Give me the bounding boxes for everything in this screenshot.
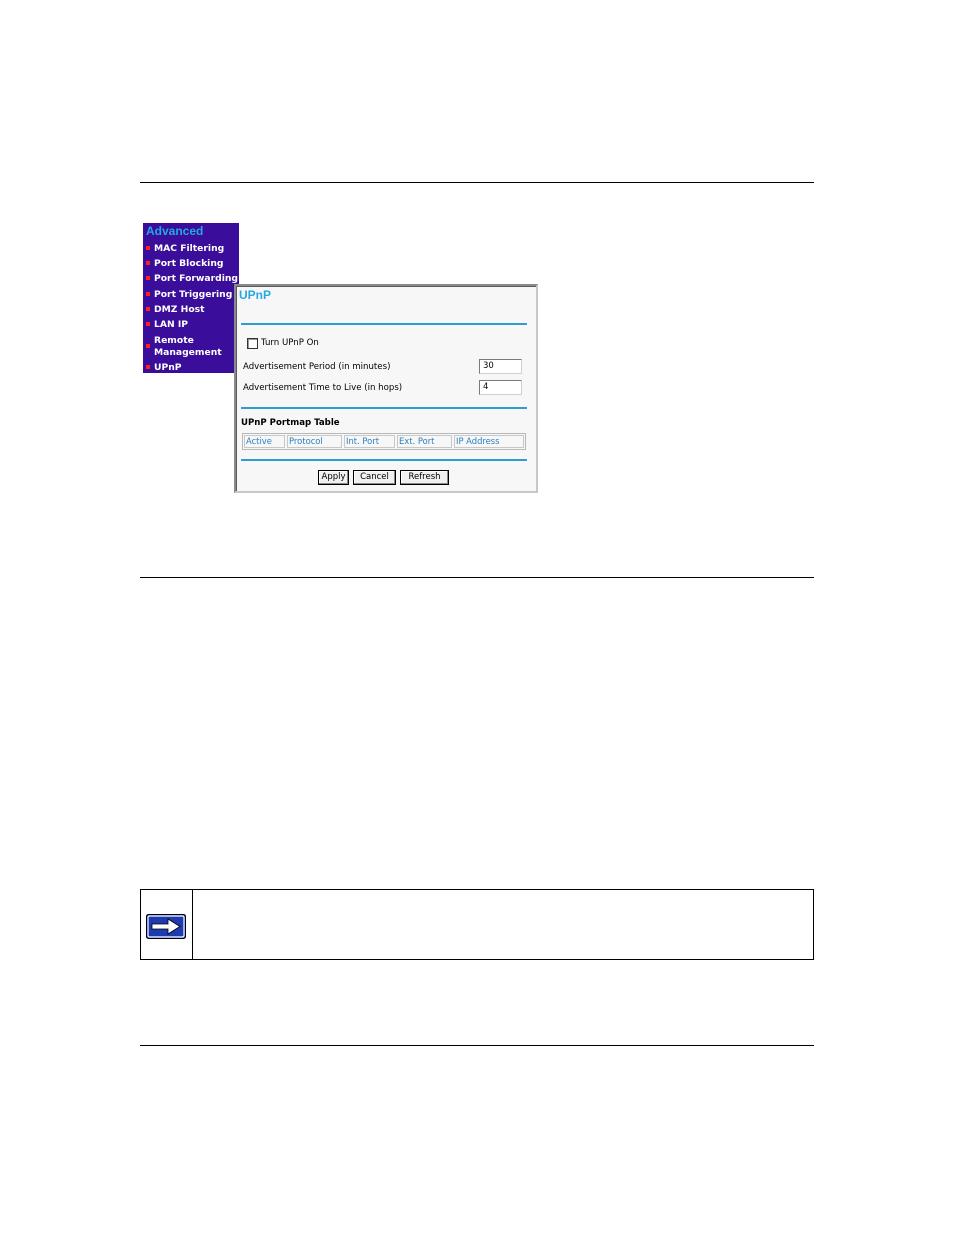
turn-upnp-on-checkbox[interactable] xyxy=(247,338,258,349)
section-divider xyxy=(241,407,527,409)
section-divider xyxy=(241,323,527,325)
refresh-button[interactable]: Refresh xyxy=(400,470,449,485)
sidebar-title: Advanced xyxy=(146,224,204,238)
column-header-protocol: Protocol xyxy=(287,435,342,448)
column-header-int-port: Int. Port xyxy=(344,435,395,448)
right-arrow-icon xyxy=(146,914,186,939)
bullet-icon xyxy=(146,365,150,369)
advanced-sidebar xyxy=(143,223,239,373)
bullet-icon xyxy=(146,344,150,348)
advertisement-period-label: Advertisement Period (in minutes) xyxy=(243,362,391,372)
middle-divider xyxy=(140,577,814,578)
portmap-table-title: UPnP Portmap Table xyxy=(241,418,340,428)
advertisement-ttl-input[interactable]: 4 xyxy=(479,380,522,395)
note-divider xyxy=(192,890,193,959)
sidebar-item-port-forwarding[interactable]: Port Forwarding xyxy=(146,273,238,285)
section-divider xyxy=(241,459,527,461)
sidebar-item-upnp[interactable]: UPnP xyxy=(146,362,181,374)
bullet-icon xyxy=(146,261,150,265)
cancel-button[interactable]: Cancel xyxy=(353,470,396,485)
upnp-panel xyxy=(234,284,538,493)
portmap-table-header xyxy=(242,433,526,450)
page-title: UPnP xyxy=(239,288,272,302)
sidebar-item-lan-ip[interactable]: LAN IP xyxy=(146,319,188,331)
advertisement-period-input[interactable]: 30 xyxy=(479,359,522,374)
top-divider xyxy=(140,182,814,183)
bullet-icon xyxy=(146,292,150,296)
sidebar-item-port-triggering[interactable]: Port Triggering xyxy=(146,289,232,301)
apply-button[interactable]: Apply xyxy=(318,470,349,485)
note-box xyxy=(140,889,814,960)
bottom-divider xyxy=(140,1045,814,1046)
turn-upnp-on-label: Turn UPnP On xyxy=(261,338,319,348)
bullet-icon xyxy=(146,307,150,311)
sidebar-item-port-blocking[interactable]: Port Blocking xyxy=(146,258,223,270)
column-header-ext-port: Ext. Port xyxy=(397,435,452,448)
advertisement-ttl-label: Advertisement Time to Live (in hops) xyxy=(243,383,403,393)
bullet-icon xyxy=(146,276,150,280)
bullet-icon xyxy=(146,246,150,250)
column-header-ip-address: IP Address xyxy=(454,435,524,448)
column-header-active: Active xyxy=(244,435,285,448)
sidebar-item-mac-filtering[interactable]: MAC Filtering xyxy=(146,243,224,255)
sidebar-item-remote-management[interactable]: Remote Management xyxy=(146,335,222,359)
sidebar-item-dmz-host[interactable]: DMZ Host xyxy=(146,304,205,316)
bullet-icon xyxy=(146,322,150,326)
